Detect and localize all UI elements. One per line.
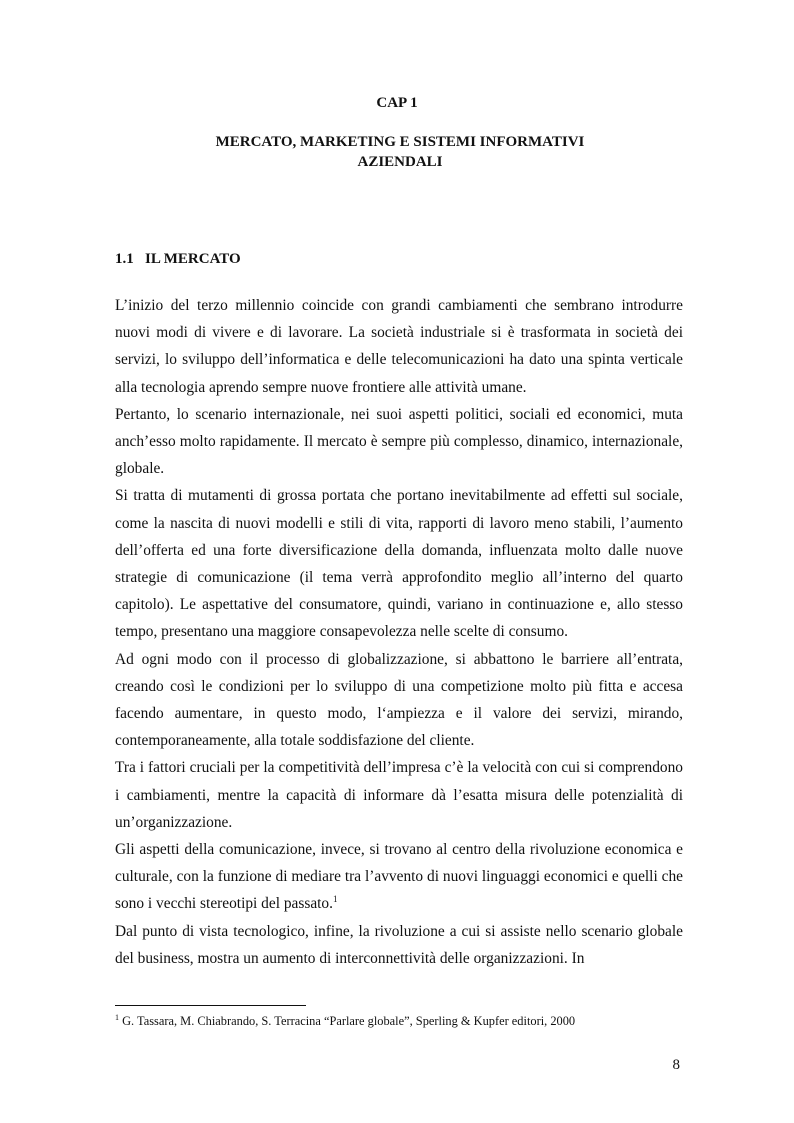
footnote-reference[interactable]: 1 bbox=[332, 894, 338, 905]
body-text bbox=[115, 292, 683, 972]
paragraph-text: Gli aspetti della comunicazione, invece, si trovano al centro della rivoluzione economica e culturale, con la funzione di mediare tra l’avvento di nuovi linguaggi economici e quelli che sono i vecchi stereotipi del passato. bbox=[115, 841, 683, 913]
footnote-marker: 1 bbox=[115, 1013, 119, 1022]
section-number: 1.1 bbox=[115, 251, 134, 267]
footnote bbox=[115, 1013, 685, 1029]
paragraph: Pertanto, lo scenario internazionale, nei suoi aspetti politici, sociali ed economici, muta anch’esso molto rapidamente. Il mercato è sempre più complesso, dinamico, internazionale, globale. bbox=[115, 405, 683, 478]
section-title: IL MERCATO bbox=[145, 251, 241, 267]
paragraph: Si tratta di mutamenti di grossa portata che portano inevitabilmente ad effetti sul sociale, come la nascita di nuovi modelli e stili di vita, rapporti di lavoro meno stabili, l’aumento dell’offerta ed una forte diversificazione della domanda, influenzata molto dalle nuove strategie di comunicazione (il tema verrà approfondito meglio all’interno del quarto capitolo). Le aspettative del consumatore, quindi, variano in continuazione e, allo stesso tempo, presentano una maggiore consapevolezza nelle scelte di consumo. bbox=[115, 487, 683, 641]
page-number: 8 bbox=[672, 1057, 680, 1073]
footnote-text: G. Tassara, M. Chiabrando, S. Terracina “Parlare globale”, Sperling & Kupfer editori, 2000 bbox=[119, 1014, 576, 1028]
section-heading bbox=[115, 251, 241, 268]
chapter-title bbox=[180, 132, 620, 172]
paragraph: Tra i fattori cruciali per la competitività dell’impresa c’è la velocità con cui si comprendono i cambiamenti, mentre la capacità di informare dà l’esatta misura delle potenzialità di un’organizzazione. bbox=[115, 759, 683, 831]
paragraph: L’inizio del terzo millennio coincide con grandi cambiamenti che sembrano introdurre nuovi modi di vivere e di lavorare. La società industriale si è trasformata in società dei servizi, lo sviluppo dell’informatica e delle telecomunicazioni ha dato una spinta verticale alla tecnologia aprendo sempre nuove frontiere alle attività umane. bbox=[115, 297, 683, 396]
chapter-title-line-2: AZIENDALI bbox=[357, 154, 443, 170]
chapter-title-line-1: MERCATO, MARKETING E SISTEMI INFORMATIVI bbox=[215, 134, 585, 150]
paragraph bbox=[115, 836, 683, 918]
chapter-label: CAP 1 bbox=[376, 95, 418, 111]
footnote-separator bbox=[115, 1005, 306, 1006]
paragraph: Dal punto di vista tecnologico, infine, la rivoluzione a cui si assiste nello scenario globale del business, mostra un aumento di interconnettività delle organizzazioni. In bbox=[115, 922, 683, 967]
paragraph: Ad ogni modo con il processo di globalizzazione, si abbattono le barriere all’entrata, creando così le condizioni per lo sviluppo di una competizione molto più fitta e accesa facendo aumentare, in questo modo, l‘ampiezza e il valore dei servizi, mirando, contemporaneamente, alla totale soddisfazione del cliente. bbox=[115, 650, 683, 750]
